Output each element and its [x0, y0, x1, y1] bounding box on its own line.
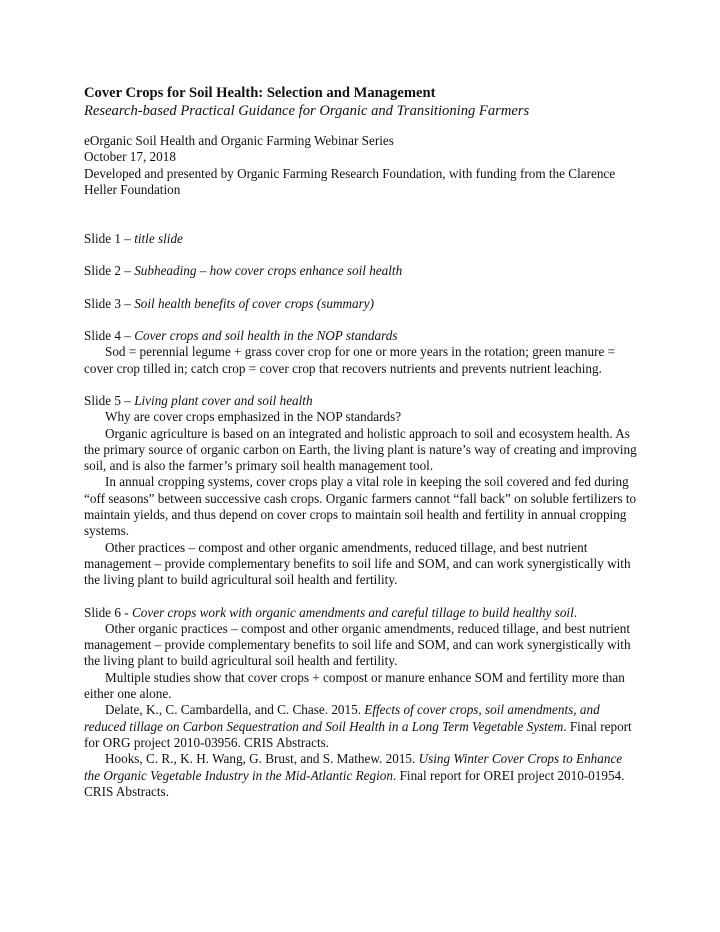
- slide-label: Slide 1 –: [84, 231, 135, 247]
- slide-paragraph: Other practices – compost and other organic amendments, reduced tillage, and best nutrient management – provide complementary benefits to soil life and SOM, and can work synergistically with the living plant to build agricultural soil health and fertility.: [84, 539, 631, 588]
- slide-paragraph: Sod = perennial legume + grass cover crop for one or more years in the rotation; green manure = cover crop tilled in; catch crop = cover crop that recovers nutrients and prevents nutrient leaching.: [84, 344, 616, 376]
- slide-paragraph: Other organic practices – compost and other organic amendments, reduced tillage, and best nutrient management – provide complementary benefits to soil life and SOM, and can work synergistically with the living plant to build agricultural soil health and fertility.: [84, 620, 631, 669]
- document-title: Cover Crops for Soil Health: Selection and Management: [84, 85, 436, 101]
- slide-label: Slide 6 -: [84, 604, 132, 620]
- reference-title: Using Winter Cover Crops to Enhance the Organic Vegetable Industry in the Mid-Atlantic Region: [84, 751, 623, 783]
- slide-title: Cover crops work with organic amendments and careful tillage to build healthy soil: [132, 604, 574, 620]
- slide-paragraph: Why are cover crops emphasized in the NOP standards?: [105, 409, 402, 425]
- slide-heading: [84, 231, 640, 247]
- slide-label: Slide 4 –: [84, 328, 135, 344]
- slide-title: Soil health benefits of cover crops (summary): [134, 295, 374, 311]
- credits-line: Developed and presented by Organic Farming Research Foundation, with funding from the Clarence Heller Foundation: [84, 165, 616, 197]
- slide-6: [84, 605, 640, 801]
- slide-label: Slide 2 –: [84, 263, 135, 279]
- slide-label: Slide 5 –: [84, 392, 135, 408]
- slide-title: Subheading – how cover crops enhance soil health: [134, 263, 403, 279]
- slide-title: Cover crops and soil health in the NOP standards: [134, 328, 398, 344]
- reference-details: . Final report for ORG project 2010-03956. CRIS Abstracts.: [84, 718, 632, 750]
- reference-authors: Delate, K., C. Cambardella, and C. Chase. 2015.: [105, 702, 365, 718]
- slide-2: [84, 263, 640, 279]
- slide-heading: [84, 393, 640, 409]
- slide-1: [84, 231, 640, 247]
- reference-details: . Final report for OREI project 2010-01954. CRIS Abstracts.: [84, 767, 625, 799]
- slide-label: Slide 3 –: [84, 295, 135, 311]
- slide-title: Living plant cover and soil health: [134, 392, 313, 408]
- reference-entry: [84, 702, 640, 751]
- slide-paragraph: Organic agriculture is based on an integrated and holistic approach to soil and ecosystem health. As the primary source of organic carbon on Earth, the living plant is nature’s way of creating and improving soil, and is also the farmer’s primary soil health management tool.: [84, 425, 637, 474]
- slide-heading: [84, 263, 640, 279]
- slide-3: [84, 296, 640, 312]
- slide-heading: [84, 296, 640, 312]
- reference-entry: [84, 751, 640, 800]
- slide-5: [84, 393, 640, 589]
- document-subtitle: Research-based Practical Guidance for Organic and Transitioning Farmers: [84, 103, 530, 119]
- slide-heading: [84, 328, 640, 344]
- reference-authors: Hooks, C. R., K. H. Wang, G. Brust, and S. Mathew. 2015.: [105, 751, 419, 767]
- reference-title: Effects of cover crops, soil amendments, and reduced tillage on Carbon Sequestration and Soil Health in a Long Term Vegetable System: [84, 702, 600, 734]
- webinar-series: eOrganic Soil Health and Organic Farming Webinar Series: [84, 133, 394, 148]
- slide-4: [84, 328, 640, 377]
- slide-paragraph: Multiple studies show that cover crops + compost or manure enhance SOM and fertility more than either one alone.: [84, 669, 625, 702]
- document-info: [84, 133, 640, 198]
- slide-heading: [84, 605, 640, 621]
- slide-paragraph: In annual cropping systems, cover crops play a vital role in keeping the soil covered and fed during “off seasons” between successive cash crops. Organic farmers cannot “fall back” on soluble fertilizers to maintain yields, and thus depend on cover crops to maintain soil health and fertility in annual cropping systems.: [84, 474, 637, 539]
- slide-title-period: .: [573, 604, 578, 620]
- document-page: [84, 84, 640, 800]
- document-date: October 17, 2018: [84, 149, 176, 165]
- slide-title: title slide: [134, 231, 183, 247]
